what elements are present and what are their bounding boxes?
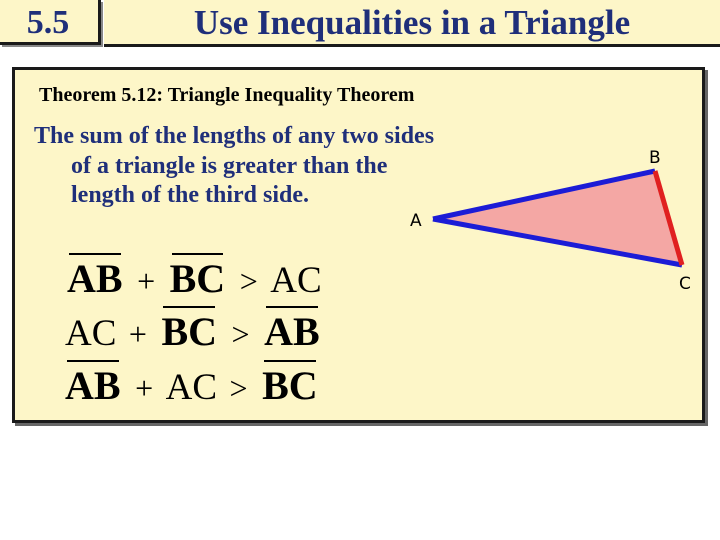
segment-ac: AC: [65, 313, 117, 354]
segment-ab: AB: [264, 309, 320, 354]
segment-bc: BC: [169, 256, 226, 301]
greater-than-sign: >: [239, 263, 258, 299]
slide-header: [0, 0, 720, 50]
triangle-figure: [405, 108, 705, 298]
plus-sign: +: [128, 316, 147, 352]
segment-bc: BC: [161, 309, 218, 354]
inequality-row-3: [63, 362, 320, 410]
inequality-row-1: [65, 255, 322, 303]
page-title: Use Inequalities in a Triangle: [193, 3, 631, 42]
plus-sign: +: [135, 370, 154, 406]
segment-ac: AC: [165, 367, 218, 408]
section-number-box: [0, 0, 101, 45]
section-number: 5.5: [26, 4, 70, 41]
vertex-label-c: C: [679, 274, 691, 294]
segment-ab: AB: [67, 256, 123, 301]
plus-sign: +: [137, 263, 156, 299]
vertex-label-a: A: [410, 211, 422, 231]
triangle-fill: [433, 171, 682, 265]
segment-ac: AC: [270, 260, 322, 301]
segment-ab: AB: [65, 363, 121, 408]
vertex-label-b: B: [649, 148, 661, 168]
greater-than-sign: >: [231, 316, 250, 352]
theorem-title: Theorem 5.12: Triangle Inequality Theorem: [39, 84, 415, 106]
theorem-panel: [12, 67, 705, 423]
inequality-row-2: [65, 308, 322, 356]
title-box: [104, 0, 720, 47]
theorem-statement: The sum of the lengths of any two sides of a triangle is greater than the length of the third side.: [34, 123, 435, 208]
segment-bc: BC: [262, 363, 318, 408]
greater-than-sign: >: [229, 370, 248, 406]
